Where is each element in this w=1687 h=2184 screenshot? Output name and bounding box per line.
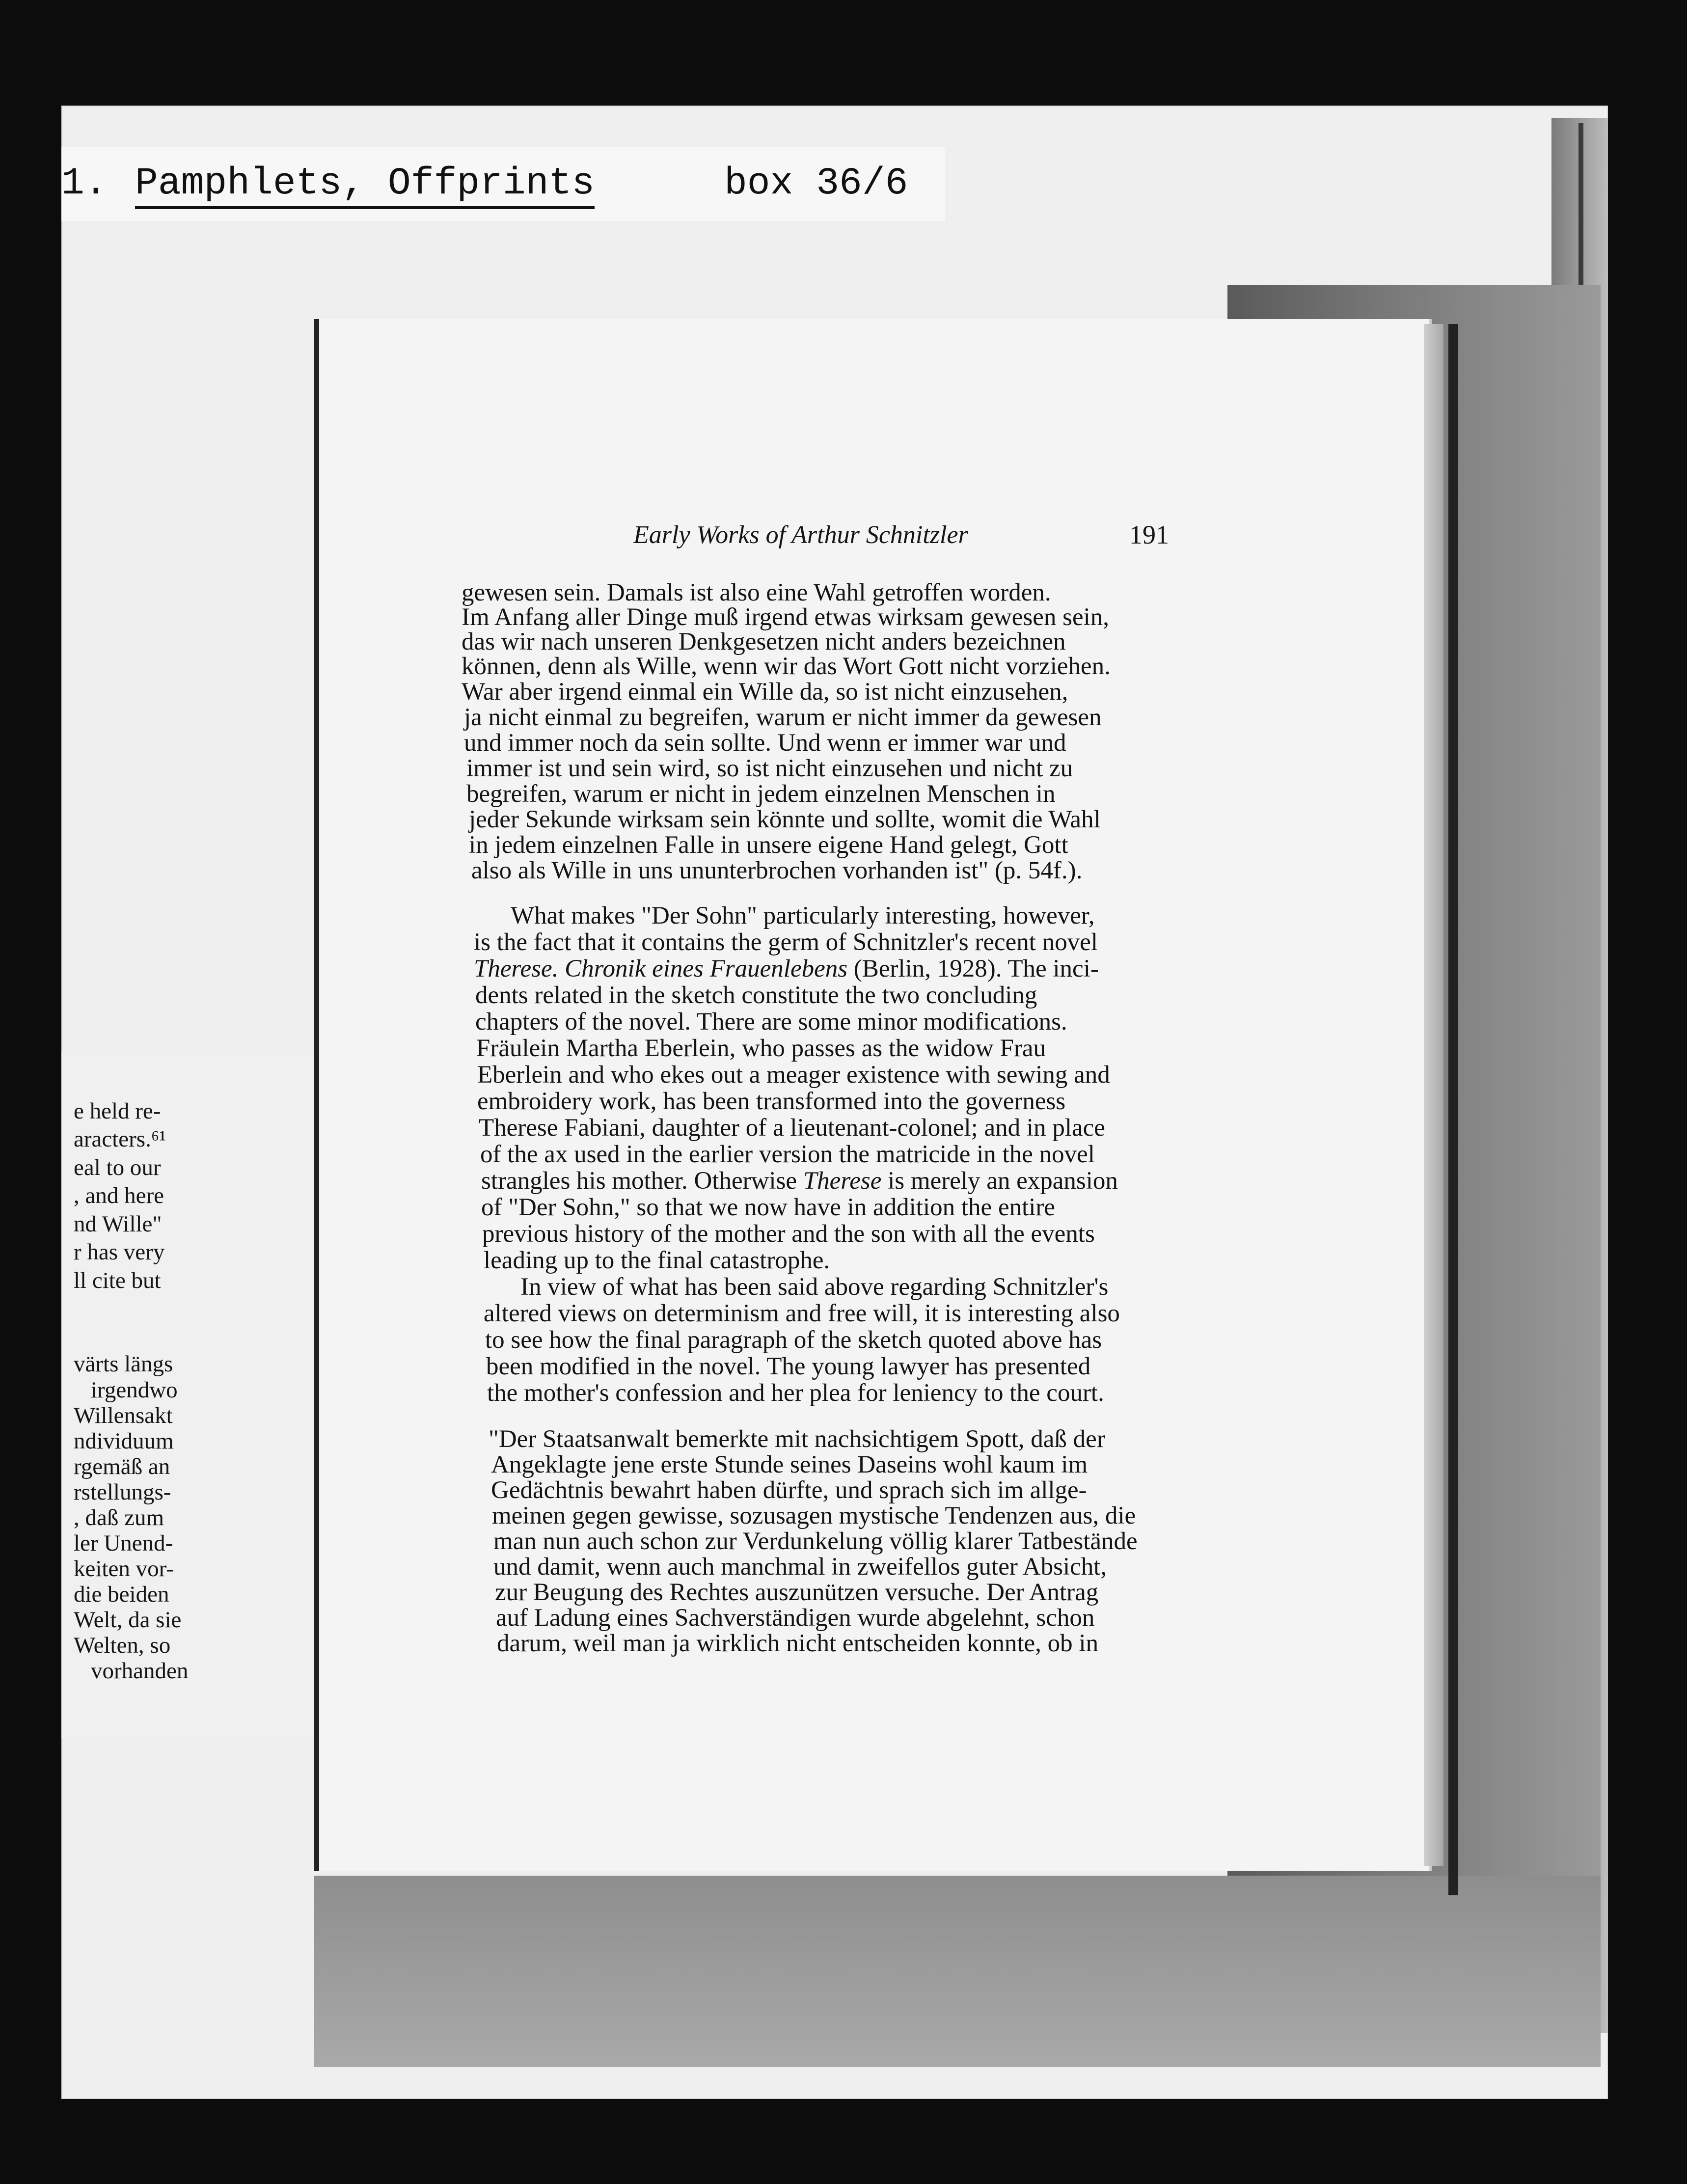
text-line: of the ax used in the earlier version the matricide in the novel bbox=[480, 1141, 1095, 1168]
text-span: strangles his mother. Otherwise bbox=[481, 1167, 803, 1195]
label-box: box 36/6 bbox=[724, 162, 908, 205]
italic-title: Therese bbox=[803, 1167, 882, 1195]
text-line: of "Der Sohn," so that we now have in addition the entire bbox=[481, 1194, 1056, 1221]
page-number: 191 bbox=[1129, 520, 1169, 549]
left-text-line: aracters.⁶¹ bbox=[74, 1126, 166, 1152]
text-line: War aber irgend einmal ein Wille da, so ist nicht einzusehen, bbox=[462, 678, 1068, 706]
text-line: gewesen sein. Damals ist also eine Wahl getroffen worden. bbox=[462, 579, 1051, 606]
left-text-line: Welt, da sie bbox=[74, 1607, 182, 1633]
text-line: Angeklagte jene erste Stunde seines Daseins wohl kaum im bbox=[491, 1451, 1088, 1478]
text-line: meinen gegen gewisse, sozusagen mystische Tendenzen aus, die bbox=[492, 1502, 1136, 1529]
text-line: leading up to the final catastrophe. bbox=[484, 1247, 830, 1274]
left-text-line: ll cite but bbox=[74, 1268, 161, 1293]
text-line: been modified in the novel. The young lawyer has presented bbox=[486, 1353, 1091, 1380]
text-span: (Berlin, 1928). The inci- bbox=[847, 955, 1099, 983]
text-line: zur Beugung des Rechtes auszunützen versuche. Der Antrag bbox=[495, 1579, 1099, 1606]
text-line: in jedem einzelnen Falle in unsere eigene Hand gelegt, Gott bbox=[469, 831, 1068, 859]
left-text-line: irgendwo bbox=[91, 1377, 178, 1403]
left-text-line: Willensakt bbox=[74, 1403, 173, 1428]
page-edge bbox=[1424, 324, 1443, 1866]
left-text-line: eal to our bbox=[74, 1155, 161, 1180]
text-line: Therese Fabiani, daughter of a lieutenant-colonel; and in place bbox=[479, 1114, 1105, 1142]
text-line: chapters of the novel. There are some minor modifications. bbox=[475, 1008, 1067, 1036]
text-line: Fräulein Martha Eberlein, who passes as the widow Frau bbox=[476, 1035, 1046, 1062]
text-line: Im Anfang aller Dinge muß irgend etwas wirksam gewesen sein, bbox=[462, 603, 1110, 631]
label-prefix: 1. bbox=[61, 162, 108, 205]
text-span: is merely an expansion bbox=[881, 1167, 1118, 1195]
text-line: is the fact that it contains the germ of Schnitzler's recent novel bbox=[474, 928, 1098, 956]
text-line: immer ist und sein wird, so ist nicht einzusehen und nicht zu bbox=[466, 755, 1073, 782]
left-text-line: keiten vor- bbox=[74, 1556, 174, 1582]
label-series: Pamphlets, Offprints bbox=[135, 162, 595, 209]
text-line: und immer noch da sein sollte. Und wenn er immer war und bbox=[464, 729, 1066, 757]
left-text-line: värts längs bbox=[74, 1351, 173, 1377]
text-line: dents related in the sketch constitute the two concluding bbox=[475, 982, 1037, 1009]
text-line: embroidery work, has been transformed into the governess bbox=[477, 1088, 1066, 1115]
text-line: "Der Staatsanwalt bemerkte mit nachsichtigem Spott, daß der bbox=[489, 1425, 1105, 1453]
text-line: to see how the final paragraph of the sketch quoted above has bbox=[485, 1326, 1102, 1354]
text-line: altered views on determinism and free will, it is interesting also bbox=[484, 1300, 1120, 1327]
text-line: darum, weil man ja wirklich nicht entscheiden konnte, ob in bbox=[497, 1630, 1099, 1657]
left-text-line: rstellungs- bbox=[74, 1479, 171, 1505]
text-line: und damit, wenn auch manchmal in zweifellos guter Absicht, bbox=[493, 1553, 1107, 1581]
page-shadow-bottom bbox=[314, 1876, 1601, 2067]
left-text-line: e held re- bbox=[74, 1098, 161, 1124]
text-line: können, denn als Wille, wenn wir das Wort Gott nicht vorziehen. bbox=[462, 653, 1111, 680]
left-text-line: ndividuum bbox=[74, 1428, 174, 1454]
left-text-line: rgemäß an bbox=[74, 1454, 170, 1479]
italic-title: Therese. Chronik eines Frauenlebens bbox=[474, 955, 848, 983]
text-line: the mother's confession and her plea for leniency to the court. bbox=[487, 1379, 1104, 1407]
text-line: What makes "Der Sohn" particularly interesting, however, bbox=[511, 902, 1095, 929]
left-text-line: r has very bbox=[74, 1239, 165, 1265]
text-line: Gedächtnis bewahrt haben dürfte, und sprach sich im allge- bbox=[491, 1476, 1087, 1504]
left-text-line: vorhanden bbox=[91, 1658, 189, 1684]
text-line: auf Ladung eines Sachverständigen wurde abgelehnt, schon bbox=[496, 1604, 1095, 1632]
left-text-line: die beiden bbox=[74, 1582, 169, 1607]
text-line: also als Wille in uns ununterbrochen vorhanden ist" (p. 54f.). bbox=[471, 857, 1083, 884]
text-line: begreifen, warum er nicht in jedem einzelnen Menschen in bbox=[466, 780, 1056, 808]
text-line: ja nicht einmal zu begreifen, warum er nicht immer da gewesen bbox=[464, 704, 1102, 731]
left-text-line: nd Wille" bbox=[74, 1211, 162, 1237]
text-line: man nun auch schon zur Verdunkelung völlig klarer Tatbestände bbox=[493, 1528, 1138, 1555]
left-text-line: , daß zum bbox=[74, 1505, 164, 1530]
text-line bbox=[474, 956, 1099, 982]
left-text-line: ler Unend- bbox=[74, 1530, 173, 1556]
text-line: jeder Sekunde wirksam sein könnte und sollte, womit die Wahl bbox=[469, 806, 1101, 833]
left-facing-page bbox=[61, 1051, 317, 1738]
left-text-line: Welten, so bbox=[74, 1633, 171, 1658]
text-line: Eberlein and who ekes out a meager existence with sewing and bbox=[477, 1061, 1110, 1089]
card-edge bbox=[1448, 324, 1458, 1895]
archive-label bbox=[61, 147, 945, 221]
text-line: previous history of the mother and the son with all the events bbox=[482, 1220, 1095, 1248]
text-line: das wir nach unseren Denkgesetzen nicht anders bezeichnen bbox=[462, 628, 1066, 655]
text-line: In view of what has been said above regarding Schnitzler's bbox=[520, 1273, 1109, 1301]
text-line bbox=[481, 1169, 1118, 1194]
left-text-line: , and here bbox=[74, 1183, 164, 1208]
running-head: Early Works of Arthur Schnitzler bbox=[633, 521, 968, 549]
